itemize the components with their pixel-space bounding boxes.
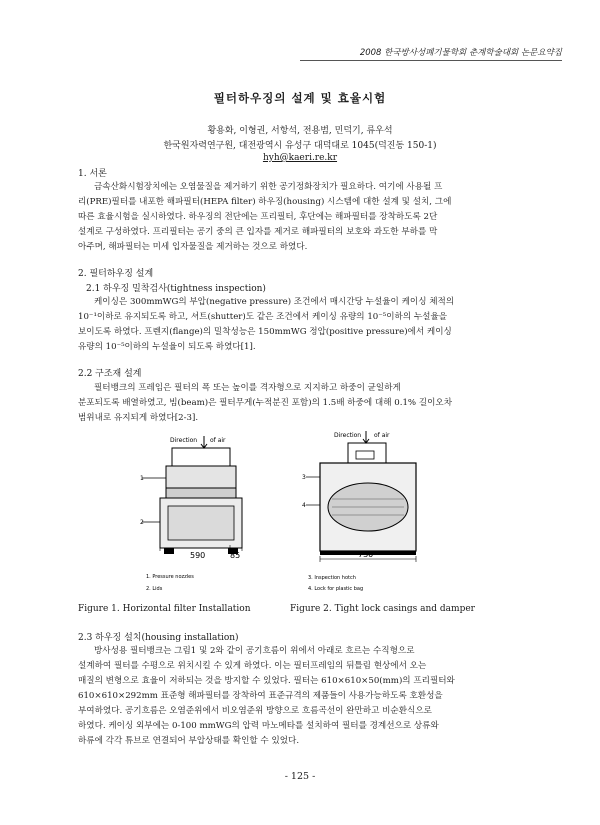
text-line: 금속산화시험장치에는 오염물질을 제거하기 위한 공기정화장치가 필요하다. 여기에 사용될 프: [94, 182, 443, 192]
fig1-foot: [164, 548, 174, 554]
text-line: 설계로 구성하였다. 프리필터는 공기 중의 큰 입자를 제거로 해파필터의 보호와 과도한 부하를 막: [78, 227, 438, 237]
fig2-legend-4: 4. Lock for plastic bag: [308, 586, 364, 592]
section-2-heading: 2. 필터하우징 설계: [78, 269, 154, 279]
section-2-1-heading: 2.1 하우징 밀착검사(tightness inspection): [86, 284, 266, 294]
fig1-damper: [166, 488, 236, 498]
fig1-width-dimension: 590: [190, 551, 206, 560]
fig2-width-dimension: 730: [358, 550, 374, 559]
fig1-prefilter-housing: [166, 466, 236, 488]
callout-4: 4: [302, 502, 306, 509]
header-rule: [300, 60, 562, 61]
text-line: 매질의 변형으로 효율이 저하되는 것을 방지할 수 있었다. 필터는 610×610×50(mm)의 프리필터와: [78, 676, 455, 686]
text-line: 아주며, 해파필터는 미세 입자물질을 제거하는 것으로 하였다.: [78, 242, 308, 252]
text-line: 하였다. 케이싱 외부에는 0-100 mmWG의 압력 마노메타를 설치하여 필터를 경계선으로 상류와: [78, 721, 439, 731]
callout-3: 3: [302, 474, 306, 481]
text-line: 따른 효율시험을 실시하였다. 하우징의 전단에는 프리필터, 후단에는 해파필터를 장착하도록 2단: [78, 212, 438, 222]
section-2-2-heading: 2.2 구조재 설계: [78, 369, 142, 379]
text-line: 범위내로 유지되게 하였다[2-3].: [78, 413, 199, 423]
paper-authors: 황용화, 이형권, 서항석, 전용범, 민덕기, 류우석: [207, 126, 393, 136]
figure-2-caption: Figure 2. Tight lock casings and damper: [290, 604, 475, 614]
fig2-of-air-label: of air: [374, 432, 390, 439]
figure-1-caption: Figure 1. Horizontal filter Installation: [78, 604, 251, 614]
section-2-3-body: [78, 644, 530, 749]
figure-2-drawing: [300, 427, 440, 600]
fig1-direction-label: Direction: [170, 437, 198, 444]
fig1-of-air-label: of air: [210, 437, 226, 444]
section-2-3-heading: 2.3 하우징 설치(housing installation): [78, 633, 239, 643]
airflow-arrow-icon: [363, 431, 369, 443]
figure-1-drawing: [130, 430, 270, 600]
text-line: 필터뱅크의 프레임은 필터의 폭 또는 높이를 격자형으로 지지하고 하중이 균일하게: [94, 383, 401, 393]
section-1-heading: 1. 서론: [78, 169, 107, 179]
text-line: 하류에 각각 튜브로 연결되어 부압상태를 확인할 수 있었다.: [78, 736, 300, 746]
fig2-legend-3: 3. Inspection hotch: [308, 575, 356, 581]
text-line: 방사성용 필터뱅크는 그림1 및 2와 같이 공기흐름이 위에서 아래로 흐르는 수직형으로: [94, 646, 415, 656]
section-2-1-body: [78, 295, 530, 355]
airflow-arrow-icon: [201, 436, 207, 448]
section-2-2-body: [78, 381, 530, 426]
author-email: hyh@kaeri.re.kr: [262, 153, 338, 163]
text-line: 부여하였다. 공기흐름은 오염준위에서 비오염준위 방향으로 흐름곡선이 완만하고 비순환식으로: [78, 706, 432, 716]
fig1-legend-2: 2. Lids: [146, 586, 163, 592]
page-number: - 125 -: [284, 771, 316, 782]
fig1-side-dimension: 85: [230, 551, 241, 560]
text-line: 케이싱은 300mmWG의 부압(negative pressure) 조건에서 매시간당 누설율이 케이싱 체적의: [94, 297, 455, 307]
text-line: 분포되도록 배열하였고, 빔(beam)은 필터무게(누적분진 포함)의 1.5배 하중에 대해 0.1% 길이오차: [78, 398, 453, 408]
text-line: 보이도록 하였다. 프렌지(flange)의 밀착성능은 150mmWG 정압(positive pressure)에서 케이싱: [78, 327, 452, 337]
callout-2: 2: [140, 519, 144, 526]
fig2-direction-label: Direction: [334, 432, 362, 439]
paper-title: 필터하우징의 설계 및 효율시험: [213, 91, 387, 105]
text-line: 610×610×292mm 표준형 해파필터를 장착하여 표준규격의 제품들이 사용가능하도록 호환성을: [78, 691, 443, 701]
fig1-legend-1: 1. Pressure nozzles: [146, 574, 194, 580]
text-line: 유량의 10⁻⁵이하의 누설율이 되도록 하였다[1].: [78, 342, 256, 352]
fig1-inlet-duct: [172, 448, 230, 466]
fig2-inspection-hatch: [356, 451, 374, 459]
fig1-hepa-filter: [168, 506, 234, 540]
callout-1: 1: [140, 475, 144, 482]
paper-affiliation: 한국원자력연구원, 대전광역시 유성구 대덕대로 1045(덕진동 150-1): [163, 141, 437, 151]
text-line: 10⁻¹이하로 유지되도록 하고, 셔트(shutter)도 같은 조건에서 케이싱 유량의 10⁻⁵이하의 누설율을: [78, 312, 448, 322]
text-line: 설계하여 필터를 수평으로 위치시킬 수 있게 하였다. 이는 필터프레임의 뒤틀림 현상에서 오는: [78, 661, 427, 671]
text-line: 리(PRE)필터를 내포한 해파필터(HEPA filter) 하우징(housing) 시스템에 대한 설계 및 설치, 그에: [78, 197, 452, 207]
section-1-body: [78, 180, 530, 255]
conference-header: 2008 한국방사성폐기물학회 춘계학술대회 논문요약집: [359, 48, 562, 58]
